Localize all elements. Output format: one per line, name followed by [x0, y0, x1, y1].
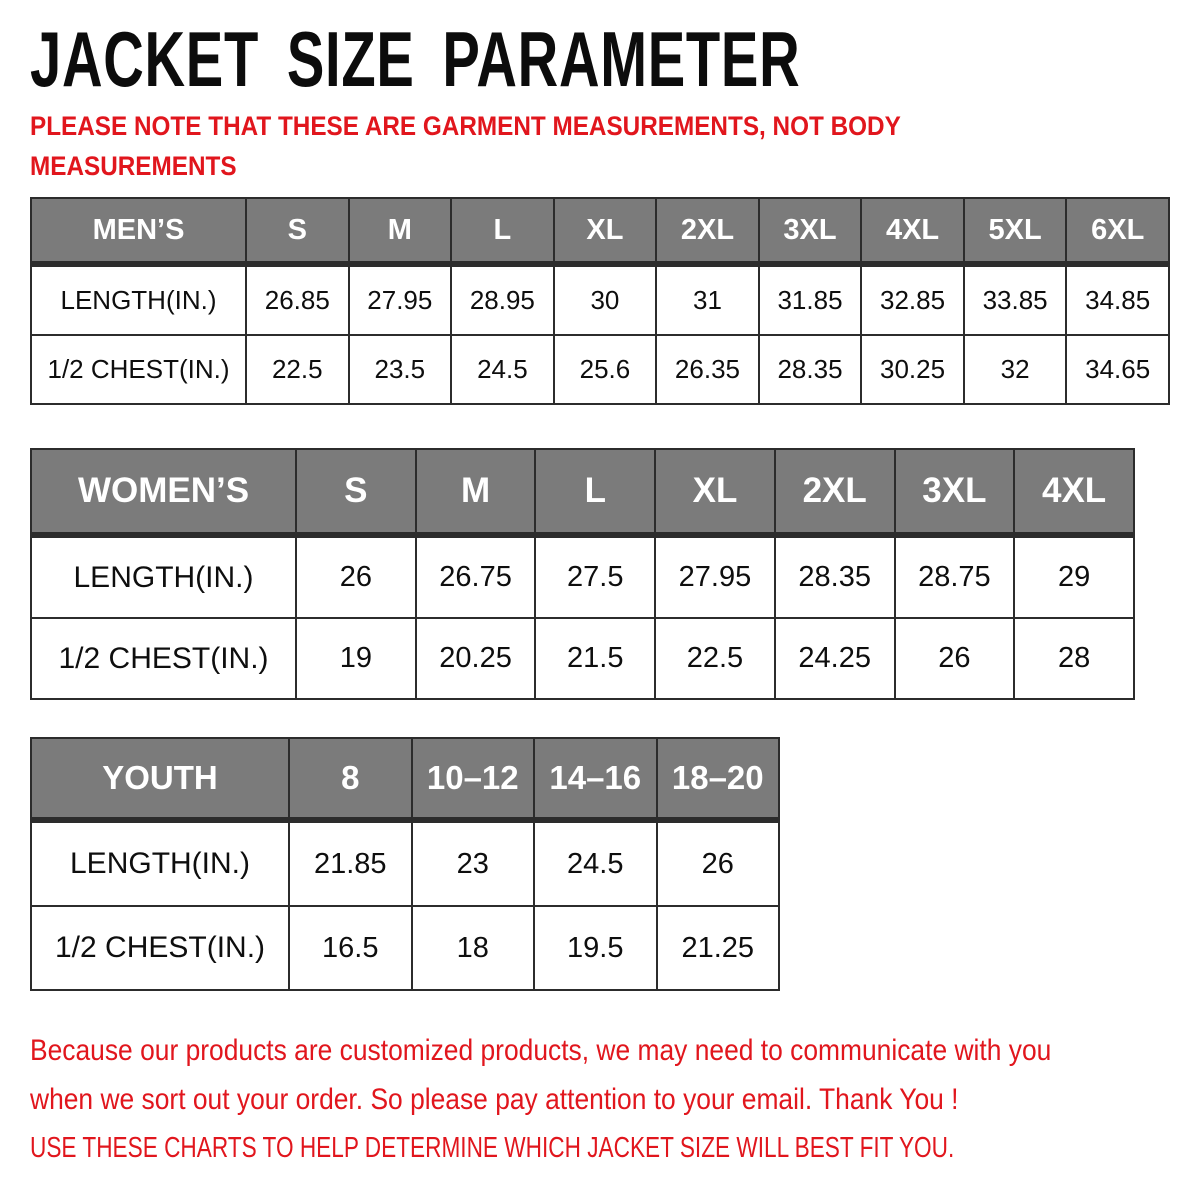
page-title: JACKET SIZE PARAMETER [30, 15, 801, 103]
size-column-header: 18–20 [657, 738, 780, 820]
measurement-value-cell: 24.25 [775, 618, 895, 699]
measurement-value-cell: 33.85 [964, 264, 1067, 335]
measurement-row [31, 618, 1134, 699]
chart-usage-hint [30, 1128, 1200, 1168]
measurement-value-cell: 28 [1014, 618, 1134, 699]
size-column-header: S [296, 449, 416, 535]
size-column-header: 10–12 [412, 738, 535, 820]
measurement-value-cell: 25.6 [554, 335, 657, 404]
row-label-cell: LENGTH(IN.) [31, 535, 296, 618]
measurement-value-cell: 28.75 [895, 535, 1015, 618]
table-title-cell: WOMEN’S [31, 449, 296, 535]
measurement-value-cell: 27.95 [655, 535, 775, 618]
measurement-value-cell: 16.5 [289, 906, 412, 990]
measurement-value-cell: 22.5 [655, 618, 775, 699]
size-column-header: M [416, 449, 536, 535]
measurement-value-cell: 32.85 [861, 264, 964, 335]
notice-line-1: Because our products are customized products, we may need to communicate with you [30, 1034, 1052, 1067]
measurement-value-cell: 30 [554, 264, 657, 335]
row-label-cell: 1/2 CHEST(IN.) [31, 618, 296, 699]
size-column-header: 6XL [1066, 198, 1169, 264]
measurement-value-cell: 26.85 [246, 264, 349, 335]
measurement-value-cell: 23 [412, 820, 535, 906]
measurement-value-cell: 24.5 [451, 335, 554, 404]
measurement-value-cell: 34.85 [1066, 264, 1169, 335]
measurement-value-cell: 27.5 [535, 535, 655, 618]
table-title-cell: MEN’S [31, 198, 246, 264]
size-column-header: 3XL [895, 449, 1015, 535]
measurement-row [31, 264, 1169, 335]
measurement-value-cell: 23.5 [349, 335, 452, 404]
measurement-row [31, 820, 779, 906]
measurement-value-cell: 26.35 [656, 335, 759, 404]
measurement-value-cell: 30.25 [861, 335, 964, 404]
size-header-row [31, 738, 779, 820]
measurement-value-cell: 21.5 [535, 618, 655, 699]
mens-size-table [30, 197, 1170, 405]
row-label-cell: LENGTH(IN.) [31, 264, 246, 335]
measurement-value-cell: 21.25 [657, 906, 780, 990]
size-header-row [31, 449, 1134, 535]
measurement-value-cell: 20.25 [416, 618, 536, 699]
youth-size-table [30, 737, 780, 991]
measurement-value-cell: 26 [657, 820, 780, 906]
measurement-value-cell: 31.85 [759, 264, 862, 335]
table-title-cell: YOUTH [31, 738, 289, 820]
measurement-value-cell: 19.5 [534, 906, 657, 990]
size-column-header: 5XL [964, 198, 1067, 264]
size-column-header: 14–16 [534, 738, 657, 820]
size-column-header: S [246, 198, 349, 264]
usage-hint-text: USE THESE CHARTS TO HELP DETERMINE WHICH JACKET SIZE WILL BEST FIT YOU. [30, 1132, 955, 1164]
measurement-value-cell: 26.75 [416, 535, 536, 618]
row-label-cell: 1/2 CHEST(IN.) [31, 335, 246, 404]
measurement-value-cell: 28.35 [759, 335, 862, 404]
note-line-1: PLEASE NOTE THAT THESE ARE GARMENT MEASUREMENTS, NOT BODY [30, 111, 901, 141]
measurement-value-cell: 28.35 [775, 535, 895, 618]
size-column-header: M [349, 198, 452, 264]
size-column-header: L [451, 198, 554, 264]
notice-line-2: when we sort out your order. So please pay attention to your email. Thank You ! [30, 1083, 959, 1116]
measurement-value-cell: 26 [296, 535, 416, 618]
measurement-value-cell: 22.5 [246, 335, 349, 404]
size-column-header: 2XL [656, 198, 759, 264]
measurement-value-cell: 26 [895, 618, 1015, 699]
size-column-header: 4XL [1014, 449, 1134, 535]
measurement-value-cell: 21.85 [289, 820, 412, 906]
size-column-header: 2XL [775, 449, 895, 535]
size-column-header: L [535, 449, 655, 535]
size-column-header: 8 [289, 738, 412, 820]
womens-size-table [30, 448, 1135, 700]
measurement-row [31, 535, 1134, 618]
garment-measurement-note [30, 106, 998, 186]
measurement-row [31, 906, 779, 990]
measurement-row [31, 335, 1169, 404]
custom-order-notice [30, 1026, 1191, 1124]
measurement-value-cell: 31 [656, 264, 759, 335]
row-label-cell: LENGTH(IN.) [31, 820, 289, 906]
measurement-value-cell: 27.95 [349, 264, 452, 335]
measurement-value-cell: 29 [1014, 535, 1134, 618]
measurement-value-cell: 32 [964, 335, 1067, 404]
size-column-header: XL [554, 198, 657, 264]
measurement-value-cell: 34.65 [1066, 335, 1169, 404]
measurement-value-cell: 18 [412, 906, 535, 990]
size-column-header: XL [655, 449, 775, 535]
size-column-header: 4XL [861, 198, 964, 264]
row-label-cell: 1/2 CHEST(IN.) [31, 906, 289, 990]
measurement-value-cell: 24.5 [534, 820, 657, 906]
note-line-2: MEASUREMENTS [30, 151, 237, 181]
size-header-row [31, 198, 1169, 264]
size-column-header: 3XL [759, 198, 862, 264]
measurement-value-cell: 28.95 [451, 264, 554, 335]
measurement-value-cell: 19 [296, 618, 416, 699]
